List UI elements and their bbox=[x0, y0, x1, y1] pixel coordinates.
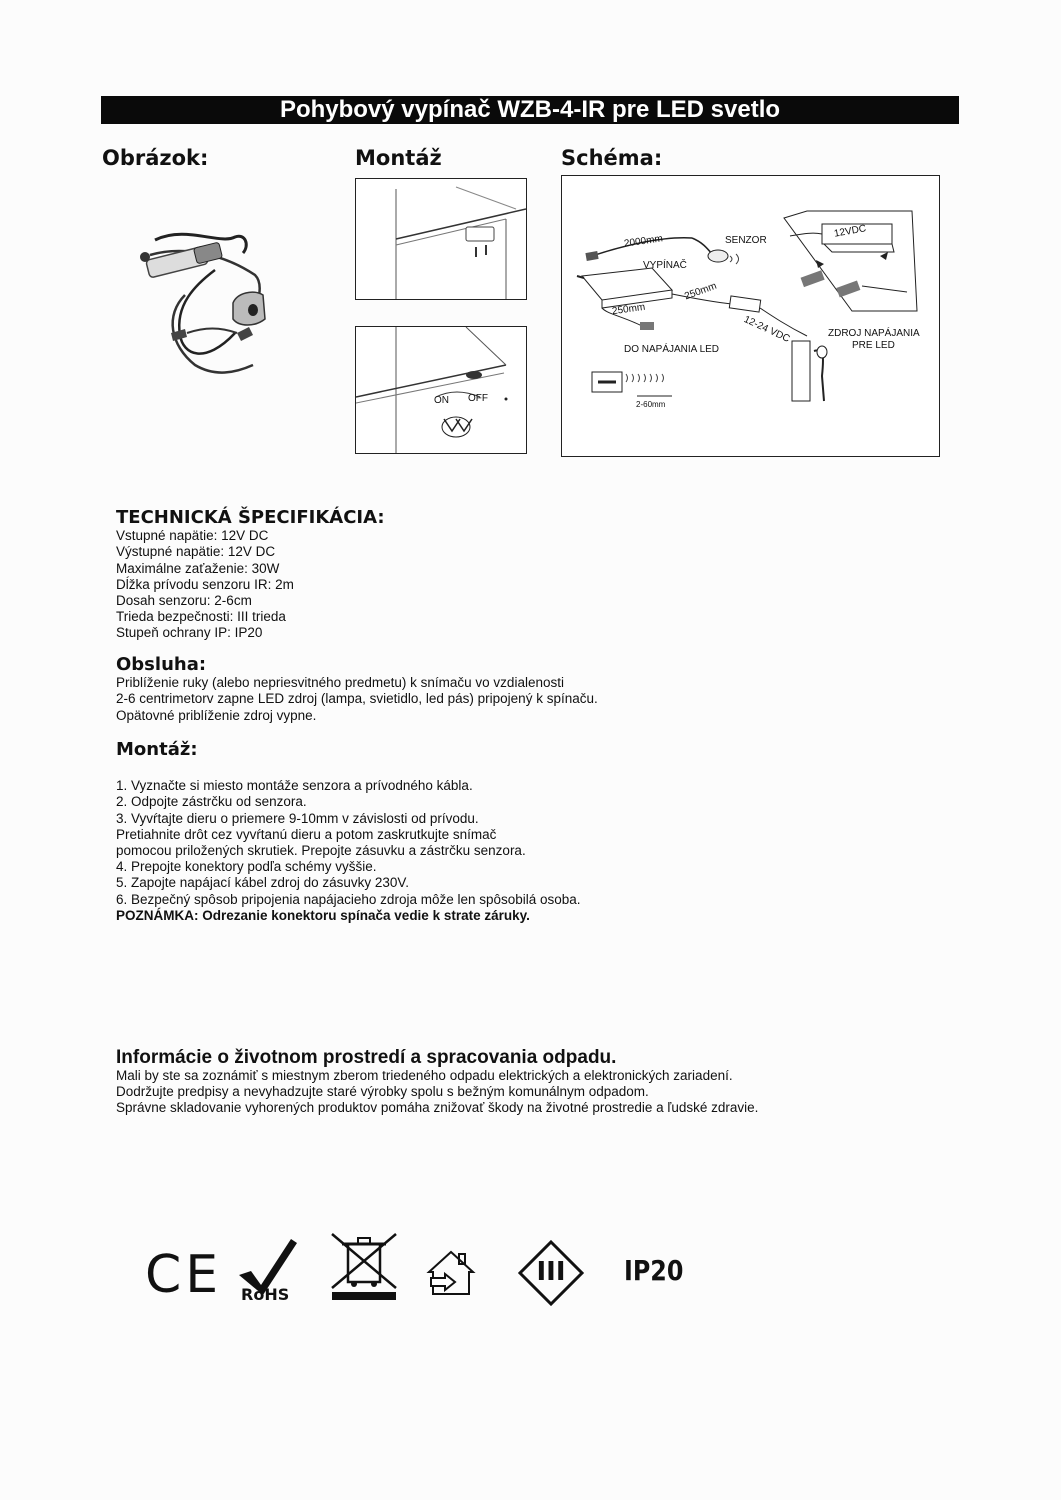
class-iii-label: III bbox=[536, 1257, 566, 1287]
heading-image: Obrázok: bbox=[102, 146, 209, 170]
spec-line: Stupeň ochrany IP: IP20 bbox=[116, 625, 263, 641]
spec-line: Výstupné napätie: 12V DC bbox=[116, 544, 276, 560]
environment-line: Mali by ste sa zoznámiť s miestnym zberom triedeného odpadu elektrických a elektronických zariadení. bbox=[116, 1068, 733, 1083]
mounting-step: pomocou priložených skrutiek. Prepojte zásuvku a zástrčku senzora. bbox=[116, 843, 526, 859]
spec-line: Trieda bezpečnosti: III trieda bbox=[116, 609, 286, 625]
rohs-mark bbox=[235, 1235, 305, 1307]
mounting-section bbox=[116, 739, 581, 924]
len-250-b: 250mm bbox=[683, 280, 719, 303]
to-led-label: DO NAPÁJANIA LED bbox=[624, 344, 720, 355]
switch-on-label: ON bbox=[434, 395, 449, 406]
mounting-step: 6. Bezpečný spôsob pripojenia napájacieho zdroja môže len spôsobilá osoba. bbox=[116, 891, 581, 907]
vypinac-label: VYPÍNAČ bbox=[643, 260, 687, 271]
range-label: 2-60mm bbox=[636, 400, 666, 409]
voltage-label: 12-24 VDC bbox=[741, 314, 792, 345]
operation-title: Obsluha: bbox=[116, 654, 207, 675]
senzor-label: SENZOR bbox=[725, 235, 767, 246]
environment-title: Informácie o životnom prostredí a spracovania odpadu. bbox=[116, 1047, 617, 1068]
mounting-step: 1. Vyznačte si miesto montáže senzora a prívodného kábla. bbox=[116, 778, 473, 794]
len-2000: 2000mm bbox=[623, 233, 664, 250]
mounting-step: Pretiahnite drôt cez vyvŕtanú dieru a potom zaskrutkujte snímač bbox=[116, 826, 497, 842]
operation-section bbox=[116, 654, 598, 724]
ce-mark: CE bbox=[145, 1245, 223, 1305]
environment-line: Dodržujte predpisy a nevyhadzujte staré výrobky spolu s bežným komunálnym odpadom. bbox=[116, 1084, 649, 1099]
mounting-step: 2. Odpojte zástrčku od senzora. bbox=[116, 794, 307, 810]
class-iii-mark bbox=[518, 1240, 584, 1306]
switch-off-label: OFF bbox=[468, 393, 488, 404]
spec-line: Dĺžka prívodu senzoru IR: 2m bbox=[116, 576, 294, 592]
len-250-a: 250mm bbox=[611, 301, 646, 318]
operation-line: 2-6 centrimetorv zapne LED zdroj (lampa, svietidlo, led pás) pripojený k spínaču. bbox=[116, 691, 598, 707]
indoor-use-house-icon bbox=[425, 1248, 477, 1298]
spec-line: Maximálne zaťaženie: 30W bbox=[116, 560, 280, 576]
mounting-title: Montáž: bbox=[116, 739, 198, 760]
warranty-note: POZNÁMKA: Odrezanie konektoru spínača vedie k strate záruky. bbox=[116, 907, 530, 923]
tech-spec-title: TECHNICKÁ ŠPECIFIKÁCIA: bbox=[116, 507, 385, 528]
spec-line: Dosah senzoru: 2-6cm bbox=[116, 593, 252, 609]
psu-label-line2: PRE LED bbox=[852, 340, 895, 351]
spec-line: Vstupné napätie: 12V DC bbox=[116, 528, 269, 544]
ip20-mark: IP20 bbox=[624, 1254, 684, 1287]
mounting-step: 3. Vyvŕtajte dieru o priemere 9-10mm v závislosti od prívodu. bbox=[116, 810, 479, 826]
wiring-schema bbox=[561, 175, 940, 457]
operation-line: Priblíženie ruky (alebo nepriesvitného predmetu) k snímaču vo vzdialenosti bbox=[116, 675, 564, 691]
mounting-step: 4. Prepojte konektory podľa schémy vyššie. bbox=[116, 859, 377, 875]
environment-line: Správne skladovanie vyhorených produktov pomáha znižovať škody na životné prostredie a ľudské zdravie. bbox=[116, 1100, 759, 1115]
mounting-figure-2 bbox=[355, 326, 527, 454]
mounting-step: 5. Zapojte napájací kábel zdroj do zásuvky 230V. bbox=[116, 875, 409, 891]
weee-crossed-bin-icon bbox=[328, 1230, 400, 1302]
tech-spec-section bbox=[116, 507, 385, 642]
operation-line: Opätovné priblíženie zdroj vypne. bbox=[116, 707, 317, 723]
document-title: Pohybový vypínač WZB-4-IR pre LED svetlo bbox=[101, 96, 959, 124]
environment-section bbox=[116, 1047, 759, 1116]
mounting-figure-1 bbox=[355, 178, 527, 300]
psu-label-line1: ZDROJ NAPÁJANIA bbox=[828, 328, 920, 339]
rohs-label: RoHS bbox=[241, 1285, 290, 1304]
heading-schema: Schéma: bbox=[561, 146, 663, 170]
sensor-head bbox=[125, 215, 270, 385]
heading-mounting: Montáž bbox=[355, 146, 442, 170]
psu-box-label: 12VDC bbox=[833, 223, 867, 240]
